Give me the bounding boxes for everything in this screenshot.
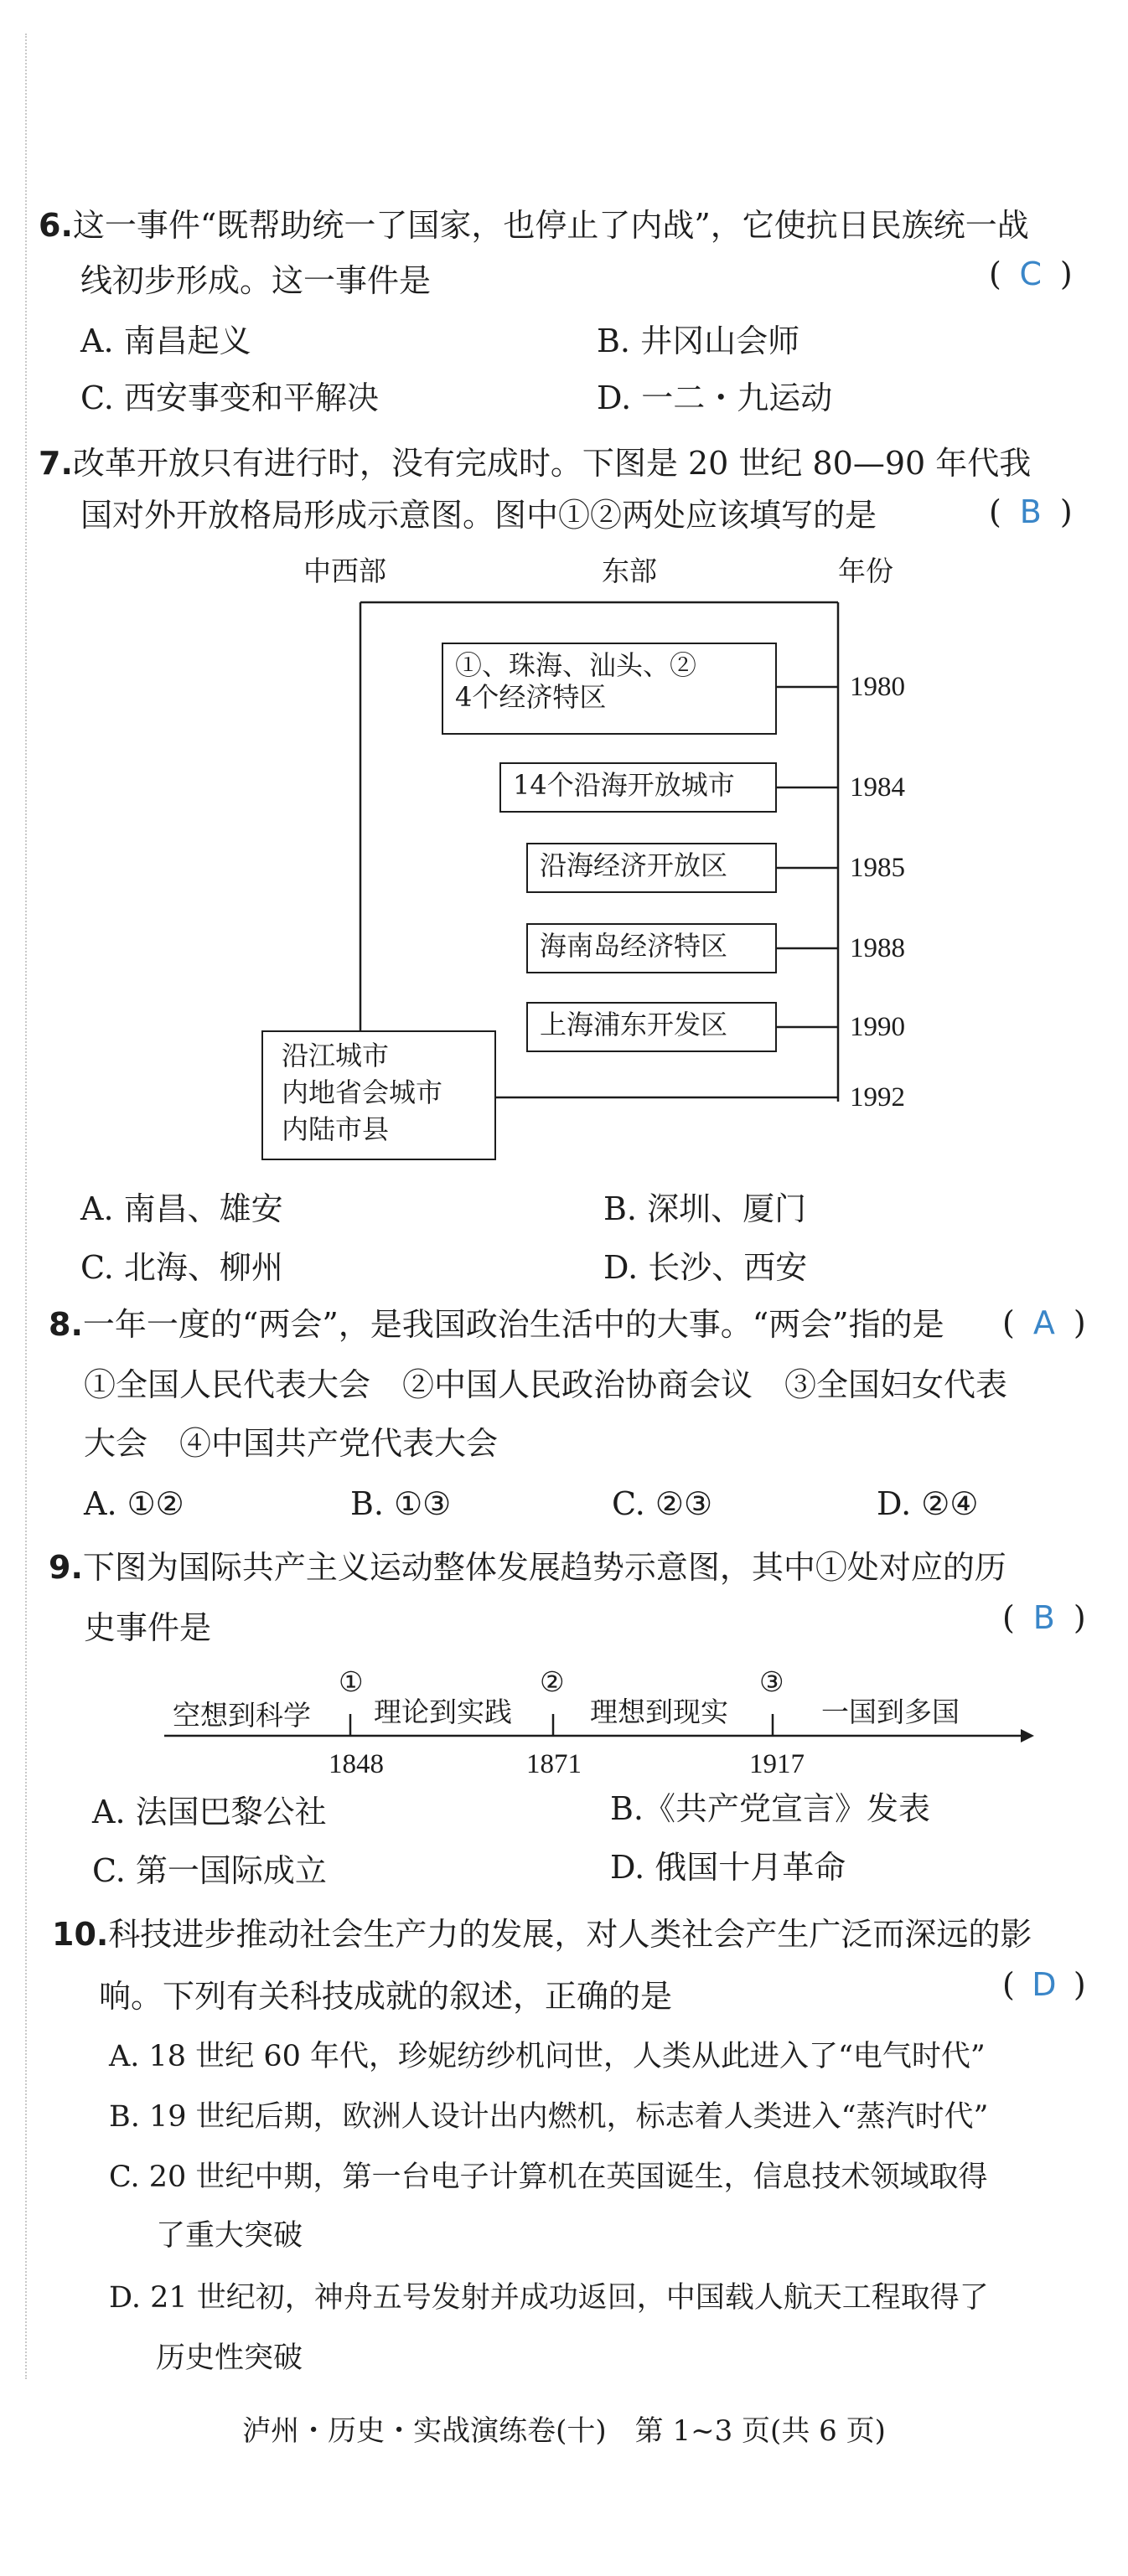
q9-option-d: D. 俄国十月革命 bbox=[610, 1849, 846, 1886]
box-special-zones-line1: ①、珠海、汕头、② bbox=[455, 649, 697, 681]
timeline-mark-1: ① bbox=[339, 1665, 364, 1698]
q10-stem: 科技进步推动社会生产力的发展，对人类社会产生广泛而深远的影 bbox=[108, 1916, 1032, 1953]
diagram-header-midwest: 中西部 bbox=[303, 555, 386, 587]
q7-answer: B bbox=[1019, 493, 1042, 530]
q10-option-d-line2: 历史性突破 bbox=[156, 2341, 303, 2375]
q8-answer-bracket: ( A ) bbox=[1002, 1304, 1086, 1341]
timeline-year-1917: 1917 bbox=[749, 1749, 805, 1779]
q7-stem: 改革开放只有进行时，没有完成时。下图是 20 世纪 80—90 年代我 bbox=[72, 445, 1032, 482]
year-1990: 1990 bbox=[850, 1012, 905, 1042]
q6-option-a: A. 南昌起义 bbox=[80, 323, 251, 359]
q10-option-c-line1: C. 20 世纪中期，第一台电子计算机在英国诞生，信息技术领域取得 bbox=[109, 2160, 988, 2194]
year-1992: 1992 bbox=[850, 1082, 905, 1112]
q10-option-a: A. 18 世纪 60 年代，珍妮纺纱机问世，人类从此进入了“电气时代” bbox=[109, 2040, 986, 2073]
timeline-mark-3: ③ bbox=[759, 1665, 784, 1698]
margin-dotted-line bbox=[25, 34, 27, 2379]
q9-answer: B bbox=[1032, 1599, 1055, 1636]
q6-answer: C bbox=[1019, 256, 1043, 292]
q6-answer-bracket: ( C ) bbox=[989, 256, 1073, 292]
diagram-header-east: 东部 bbox=[602, 555, 657, 587]
q6-line2: 线初步形成。这一事件是 bbox=[80, 262, 432, 299]
timeline-mark-2: ② bbox=[540, 1665, 565, 1698]
timeline-seg-3: 理想到现实 bbox=[590, 1696, 728, 1728]
year-1980: 1980 bbox=[850, 672, 905, 702]
q9-option-b: B.《共产党宣言》发表 bbox=[610, 1790, 931, 1827]
q10-line2: 响。下列有关科技成就的叙述，正确的是 bbox=[99, 1978, 673, 2015]
timeline-year-1871: 1871 bbox=[526, 1749, 582, 1779]
q9-line2: 史事件是 bbox=[84, 1609, 212, 1646]
q8-line2: ①全国人民代表大会 ②中国人民政治协商会议 ③全国妇女代表 bbox=[84, 1366, 1008, 1403]
q9-stem: 下图为国际共产主义运动整体发展趋势示意图，其中①处对应的历 bbox=[82, 1549, 1006, 1586]
inland-line2: 内地省会城市 bbox=[282, 1076, 443, 1108]
q7-option-c: C. 北海、柳州 bbox=[80, 1249, 283, 1286]
q7-option-b: B. 深圳、厦门 bbox=[603, 1190, 807, 1227]
q10-answer: D bbox=[1032, 1966, 1057, 2003]
timeline-arrow bbox=[1021, 1729, 1034, 1742]
q8-line3: 大会 ④中国共产党代表大会 bbox=[84, 1425, 499, 1462]
box-coastal-zones: 沿海经济开放区 bbox=[526, 843, 777, 893]
timeline-seg-2: 理论到实践 bbox=[374, 1696, 512, 1728]
q8-option-b: B. ①③ bbox=[350, 1485, 452, 1522]
page-footer: 泸州・历史・实战演练卷(十) 第 1~3 页(共 6 页) bbox=[242, 2414, 886, 2448]
q7-line1 bbox=[39, 444, 1031, 483]
timeline-year-1848: 1848 bbox=[329, 1749, 384, 1779]
inland-line3: 内陆市县 bbox=[282, 1113, 390, 1145]
q6-line1 bbox=[39, 206, 1029, 245]
q8-option-d: D. ②④ bbox=[877, 1485, 979, 1522]
q10-option-b: B. 19 世纪后期，欧洲人设计出内燃机，标志着人类进入“蒸汽时代” bbox=[109, 2100, 989, 2134]
box-inland-cities bbox=[261, 1030, 496, 1160]
q8-answer: A bbox=[1032, 1304, 1055, 1341]
q9-option-a: A. 法国巴黎公社 bbox=[92, 1794, 327, 1830]
year-1985: 1985 bbox=[850, 853, 905, 883]
box-hainan-zone: 海南岛经济特区 bbox=[526, 923, 777, 973]
q10-option-c-line2: 了重大突破 bbox=[156, 2219, 303, 2253]
q9-line1 bbox=[49, 1548, 1006, 1587]
q10-option-d-line1: D. 21 世纪初，神舟五号发射并成功返回，中国载人航天工程取得了 bbox=[109, 2281, 989, 2315]
q8-stem: 一年一度的“两会”，是我国政治生活中的大事。“两会”指的是 bbox=[82, 1306, 944, 1343]
q6-option-d: D. 一二・九运动 bbox=[597, 379, 833, 416]
q8-option-a: A. ①② bbox=[84, 1485, 184, 1522]
q8-option-c: C. ②③ bbox=[612, 1485, 713, 1522]
inland-line1: 沿江城市 bbox=[282, 1040, 390, 1071]
q7-line2: 国对外开放格局形成示意图。图中①②两处应该填写的是 bbox=[80, 497, 877, 534]
timeline-seg-4: 一国到多国 bbox=[821, 1696, 960, 1728]
q7-number: 7. bbox=[39, 445, 73, 482]
q10-number: 10. bbox=[52, 1916, 109, 1953]
year-1988: 1988 bbox=[850, 933, 905, 963]
q10-answer-bracket: ( D ) bbox=[1002, 1966, 1086, 2003]
box-pudong-zone: 上海浦东开发区 bbox=[526, 1002, 777, 1052]
q6-stem: 这一事件“既帮助统一了国家，也停止了内战”，它使抗日民族统一战 bbox=[72, 207, 1029, 244]
q9-number: 9. bbox=[49, 1549, 83, 1586]
q10-line1 bbox=[52, 1915, 1032, 1954]
box-special-zones-line2: 4个经济特区 bbox=[455, 681, 607, 713]
q7-answer-bracket: ( B ) bbox=[989, 493, 1073, 530]
q8-line1 bbox=[49, 1305, 944, 1344]
q6-option-b: B. 井冈山会师 bbox=[597, 323, 800, 359]
q8-number: 8. bbox=[49, 1306, 83, 1343]
q6-option-c: C. 西安事变和平解决 bbox=[80, 379, 379, 416]
box-special-zones bbox=[442, 643, 777, 735]
timeline-seg-1: 空想到科学 bbox=[173, 1699, 311, 1732]
year-1984: 1984 bbox=[850, 772, 905, 803]
q7-option-d: D. 长沙、西安 bbox=[603, 1249, 808, 1286]
q7-option-a: A. 南昌、雄安 bbox=[80, 1190, 283, 1227]
diagram-header-year: 年份 bbox=[838, 555, 893, 587]
q6-number: 6. bbox=[39, 207, 73, 244]
q9-option-c: C. 第一国际成立 bbox=[92, 1852, 327, 1889]
box-coastal-cities: 14个沿海开放城市 bbox=[499, 762, 777, 813]
q9-answer-bracket: ( B ) bbox=[1002, 1599, 1086, 1636]
